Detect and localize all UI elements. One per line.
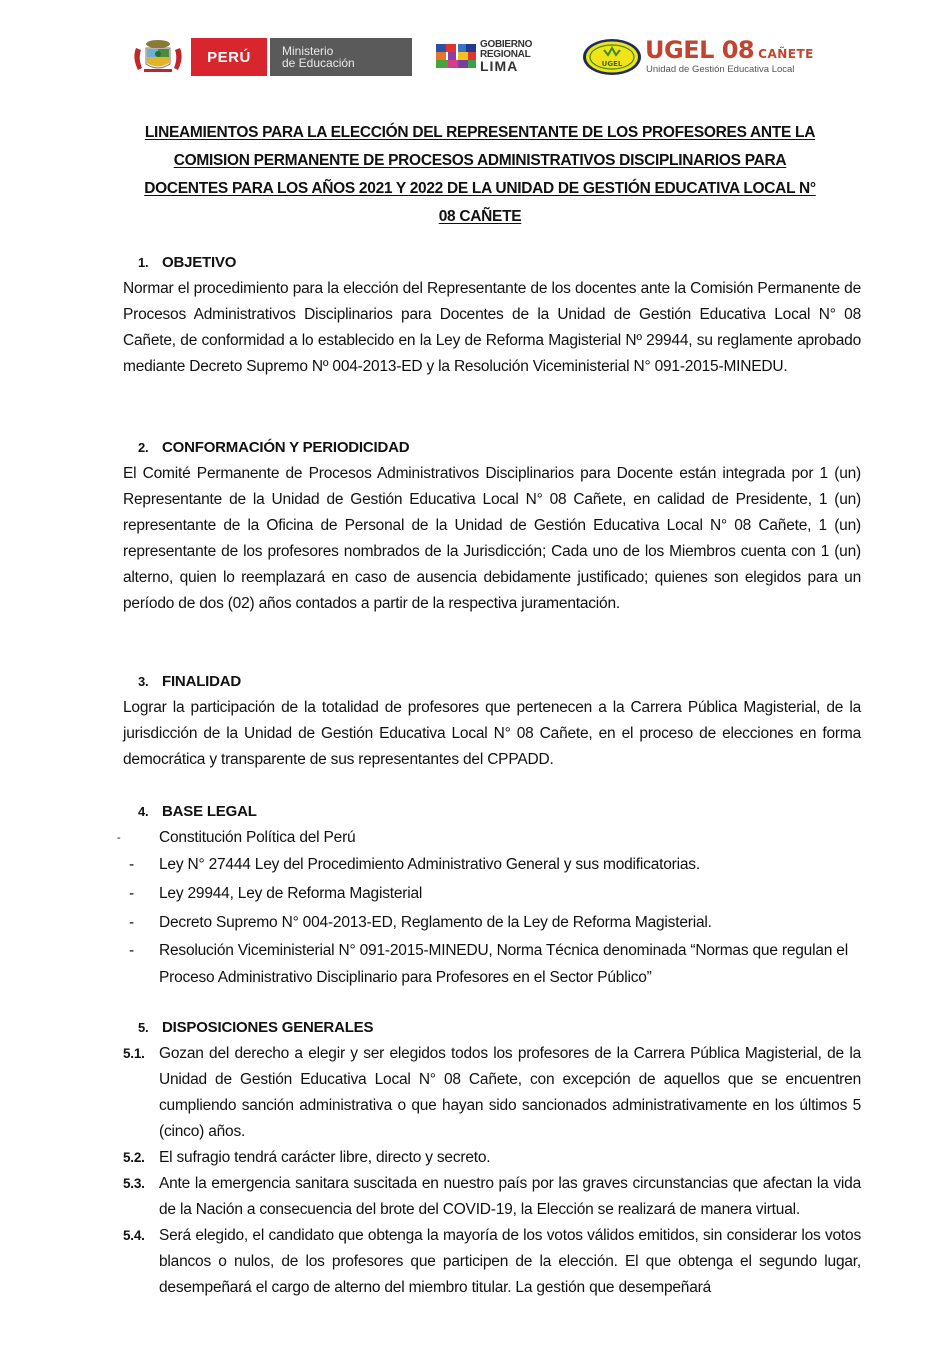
dispositions-list xyxy=(123,1041,861,1301)
item-text: Será elegido, el candidato que obtenga la mayoría de los votos válidos emitidos, sin considerar los votos blancos o nulos, de los profesores que participen de la elección. El que obtenga el segundo lugar, desempeñará el cargo de alterno del miembro titular. La gestión que desempeñará xyxy=(159,1227,861,1296)
section-disposiciones-generales xyxy=(123,1015,861,1301)
legal-basis-list xyxy=(117,825,861,991)
title-line-3: DOCENTES PARA LOS AÑOS 2021 Y 2022 DE LA UNIDAD DE GESTIÓN EDUCATIVA LOCAL N° xyxy=(144,180,816,197)
document-title xyxy=(95,119,865,231)
section-number: 2. xyxy=(138,440,149,455)
section-paragraph: Normar el procedimiento para la elección del Representante de los docentes ante la Comisión Permanente de Procesos Administrativos Disciplinarios para Docentes de la Unidad de Gestión Educativa Local N° 08 Cañete, de conformidad a lo establecido en la Ley de Reforma Magisterial Nº 29944, su reglamente aprobado mediante Decreto Supremo Nº 004-2013-ED y la Resolución Viceministerial N° 091-2015-MINEDU. xyxy=(123,280,861,375)
section-number: 3. xyxy=(138,674,149,689)
list-item xyxy=(123,1171,861,1223)
list-item-text: Resolución Viceministerial N° 091-2015-MINEDU, Norma Técnica denominada “Normas que regulan el Proceso Administrativo Disciplinario para Profesores en el Sector Público” xyxy=(159,942,848,986)
section-heading xyxy=(138,435,861,461)
list-item-text: Decreto Supremo N° 004-2013-ED, Reglamento de la Ley de Reforma Magisterial. xyxy=(159,914,712,931)
ugel-seal-icon xyxy=(582,38,642,76)
section-heading xyxy=(138,799,861,825)
list-item xyxy=(123,1145,861,1171)
section-title: FINALIDAD xyxy=(162,673,242,690)
bullet-dash: - xyxy=(129,942,134,959)
item-number: 5.2. xyxy=(123,1150,145,1165)
list-item xyxy=(123,879,861,908)
list-item xyxy=(123,1223,861,1301)
item-number: 5.4. xyxy=(123,1228,145,1243)
peru-coat-of-arms-icon xyxy=(128,38,188,76)
item-number: 5.1. xyxy=(123,1046,145,1061)
item-text: Gozan del derecho a elegir y ser elegidos todos los profesores de la Carrera Pública Magisterial, de la Unidad de Gestión Educativa Local N° 08 Cañete, con excepción de aquellos que se encuentren cumpliendo sanción administrativa o que hayan sido sancionados administrativamente en los últimos 5 (cinco) años. xyxy=(159,1045,861,1140)
section-objetivo xyxy=(123,250,861,380)
section-number: 1. xyxy=(138,255,149,270)
section-title: CONFORMACIÓN Y PERIODICIDAD xyxy=(162,439,410,456)
peru-label: PERÚ xyxy=(207,48,251,66)
list-item-text: Constitución Política del Perú xyxy=(159,829,356,846)
ugel-title-text: UGEL 08 xyxy=(645,36,755,64)
list-item xyxy=(123,937,861,991)
section-heading xyxy=(138,250,861,276)
gobierno-line2: REGIONAL xyxy=(480,49,531,60)
list-item xyxy=(123,1041,861,1145)
ministerio-line2: de Educación xyxy=(282,56,355,70)
bullet-dash: - xyxy=(129,885,134,902)
section-title: OBJETIVO xyxy=(162,254,237,271)
list-item xyxy=(123,851,861,879)
section-paragraph: Lograr la participación de la totalidad de profesores que pertenecen a la Carrera Pública Magisterial, de la jurisdicción de la Unidad de Gestión Educativa Local N° 08 Cañete, en el proceso de elecciones en forma democrática y transparente de sus representantes del CPPADD. xyxy=(123,699,861,768)
section-title: DISPOSICIONES GENERALES xyxy=(162,1019,374,1036)
title-line-2: COMISION PERMANENTE DE PROCESOS ADMINISTRATIVOS DISCIPLINARIOS PARA xyxy=(173,152,787,169)
title-line-4: 08 CAÑETE xyxy=(438,208,522,225)
section-title: BASE LEGAL xyxy=(162,803,257,820)
item-number: 5.3. xyxy=(123,1176,145,1191)
section-number: 5. xyxy=(138,1020,149,1035)
ministerio-educacion-logo xyxy=(270,38,412,76)
gobierno-regional-lima-icon xyxy=(436,42,476,70)
gobierno-regional-lima-logo xyxy=(480,40,532,73)
ugel-title xyxy=(645,38,814,66)
section-heading xyxy=(138,669,861,695)
ugel-canete-text: CAÑETE xyxy=(758,47,814,61)
item-text: El sufragio tendrá carácter libre, directo y secreto. xyxy=(159,1149,491,1166)
peru-logo xyxy=(191,38,267,76)
section-finalidad xyxy=(123,669,861,773)
item-text: Ante la emergencia sanitara suscitada en nuestro país por las graves circunstancias que afectan la vida de la Nación a consecuencia del brote del COVID-19, la Elección se realizará de manera virtual. xyxy=(159,1175,861,1218)
section-number: 4. xyxy=(138,804,149,819)
title-line-1: LINEAMIENTOS PARA LA ELECCIÓN DEL REPRESENTANTE DE LOS PROFESORES ANTE LA xyxy=(144,124,816,141)
section-base-legal xyxy=(117,799,861,991)
svg-text:UGEL: UGEL xyxy=(601,60,623,68)
section-heading xyxy=(138,1015,861,1041)
bullet-dash: - xyxy=(117,832,121,844)
gobierno-line1: GOBIERNO xyxy=(480,39,533,50)
list-item-text: Ley 29944, Ley de Reforma Magisterial xyxy=(159,885,423,902)
header-logos xyxy=(0,36,948,82)
list-item xyxy=(123,908,861,937)
gobierno-line3: LIMA xyxy=(480,58,519,74)
section-paragraph: El Comité Permanente de Procesos Administrativos Disciplinarios para Docente están integrada por 1 (un) Representante de la Unidad de Gestión Educativa Local N° 08 Cañete, en calidad de Presidente, 1 (un) representante de la Oficina de Personal de la Unidad de Gestión Educativa Local N° 08 Cañete, 1 (un) representante de los profesores nombrados de la Jurisdicción; Cada uno de los Miembros cuenta con 1 (un) alterno, quien lo reemplazará en caso de ausencia debidamente justificado; quienes son elegidos para un período de dos (02) años contados a partir de la respectiva juramentación. xyxy=(123,465,861,612)
list-item xyxy=(117,825,861,851)
ugel-subtitle: Unidad de Gestión Educativa Local xyxy=(646,64,795,75)
bullet-dash: - xyxy=(129,856,134,873)
list-item-text: Ley N° 27444 Ley del Procedimiento Administrativo General y sus modificatorias. xyxy=(159,856,700,873)
section-conformacion xyxy=(123,435,861,617)
bullet-dash: - xyxy=(129,914,134,931)
ministerio-line1: Ministerio xyxy=(282,44,334,58)
